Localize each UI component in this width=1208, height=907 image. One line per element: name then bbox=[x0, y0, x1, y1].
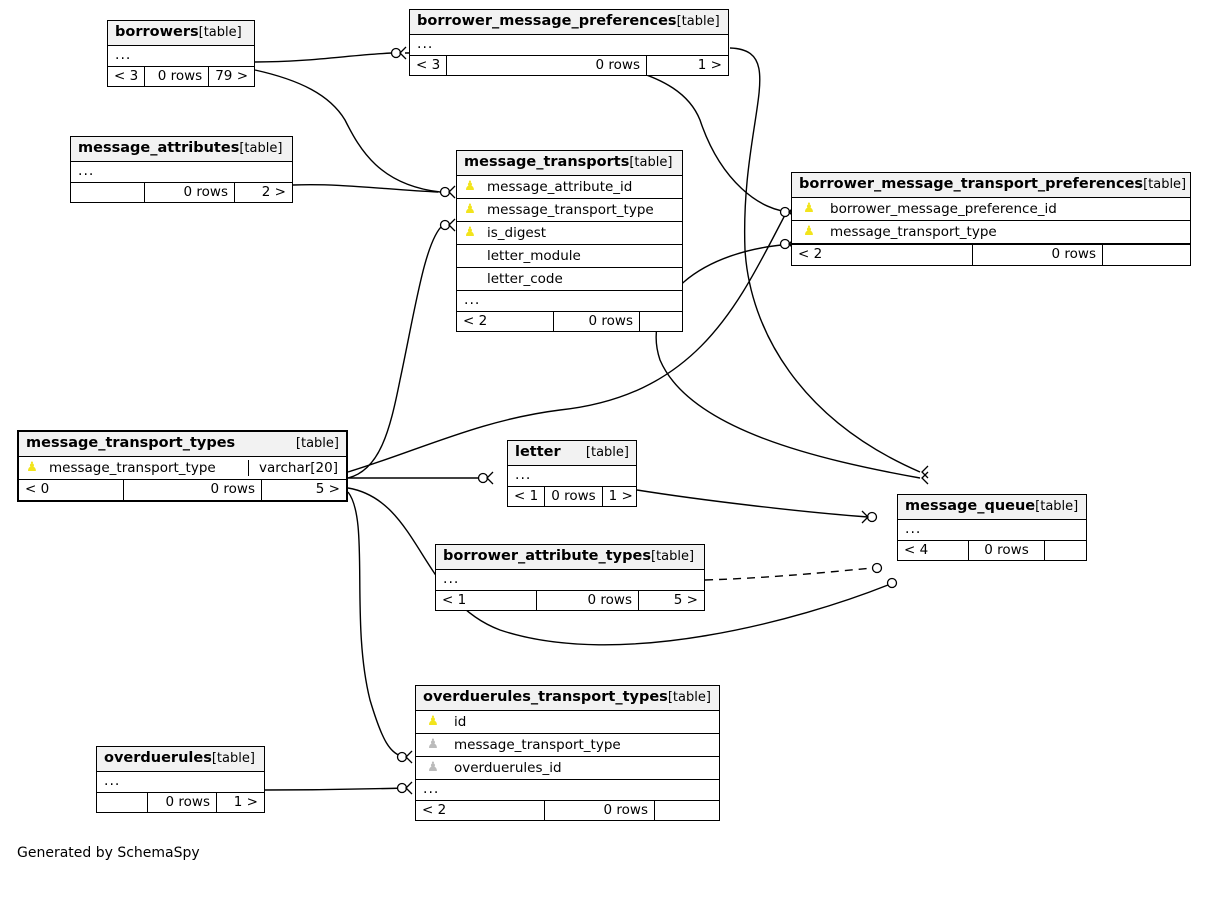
footer-rows: 0 rows bbox=[536, 591, 638, 611]
table-footer bbox=[108, 67, 254, 87]
table-footer bbox=[416, 801, 719, 821]
column-row bbox=[416, 757, 719, 780]
footer-left bbox=[71, 183, 144, 203]
table-title: borrower_message_transport_preferences[table] bbox=[792, 173, 1190, 198]
footer-left: < 3 bbox=[114, 67, 139, 84]
footer-rows: 0 rows bbox=[553, 312, 639, 332]
table-borrower-message-preferences[interactable] bbox=[409, 9, 729, 76]
column-name: id bbox=[454, 713, 467, 730]
table-title: message_attributes[table] bbox=[71, 137, 292, 162]
table-footer bbox=[457, 312, 682, 332]
footer-right bbox=[1044, 541, 1086, 561]
table-message-attributes[interactable] bbox=[70, 136, 293, 203]
footer-right: 1 > bbox=[216, 793, 264, 813]
primary-key-icon: ♟ bbox=[464, 225, 476, 241]
column-name: letter_module bbox=[487, 247, 581, 264]
table-footer bbox=[71, 183, 292, 203]
column-row bbox=[792, 221, 1190, 244]
column-name: message_transport_type bbox=[49, 459, 216, 476]
column-row bbox=[457, 222, 682, 245]
footer-left: < 1 bbox=[514, 487, 539, 504]
table-title: borrower_message_preferences[table] bbox=[410, 10, 728, 35]
foreign-key-icon: ♟ bbox=[427, 760, 439, 776]
column-type: varchar[20] bbox=[248, 460, 346, 476]
table-message-transport-types[interactable] bbox=[17, 430, 348, 502]
footer-rows: 0 rows bbox=[147, 793, 216, 813]
footer-rows: 0 rows bbox=[544, 801, 654, 821]
table-footer bbox=[792, 244, 1190, 265]
table-title: message_transport_types [table] bbox=[19, 432, 346, 457]
columns-ellipsis: ... bbox=[97, 772, 264, 793]
footer-left: < 2 bbox=[463, 312, 488, 329]
footer-left: < 2 bbox=[422, 801, 447, 818]
column-row bbox=[416, 711, 719, 734]
footer-rows: 0 rows bbox=[968, 541, 1044, 561]
columns-ellipsis: ... bbox=[436, 570, 704, 591]
footer-left: < 3 bbox=[416, 56, 441, 73]
footer-left bbox=[97, 793, 147, 813]
table-message-queue[interactable] bbox=[897, 494, 1087, 561]
footer-rows: 0 rows bbox=[144, 183, 234, 203]
table-title: message_queue[table] bbox=[898, 495, 1086, 520]
footer-right bbox=[639, 312, 682, 332]
footer-left: < 0 bbox=[25, 480, 50, 497]
table-footer bbox=[19, 480, 346, 500]
columns-ellipsis: ... bbox=[416, 780, 719, 801]
primary-key-icon: ♟ bbox=[464, 202, 476, 218]
column-row bbox=[457, 176, 682, 199]
primary-key-icon: ♟ bbox=[803, 201, 815, 217]
column-name: letter_code bbox=[487, 270, 563, 287]
column-row bbox=[457, 199, 682, 222]
footer-right: 1 > bbox=[646, 56, 728, 76]
primary-key-icon: ♟ bbox=[464, 179, 476, 195]
table-borrower-message-transport-preferences[interactable] bbox=[791, 172, 1191, 266]
table-letter[interactable] bbox=[507, 440, 637, 507]
column-name: message_attribute_id bbox=[487, 178, 633, 195]
footer-left: < 2 bbox=[798, 245, 823, 262]
table-title: message_transports[table] bbox=[457, 151, 682, 176]
column-name: overduerules_id bbox=[454, 759, 562, 776]
footer-rows: 0 rows bbox=[144, 67, 208, 87]
table-footer bbox=[898, 541, 1086, 561]
table-message-transports[interactable] bbox=[456, 150, 683, 332]
column-name: borrower_message_preference_id bbox=[830, 200, 1057, 217]
table-overduerules[interactable] bbox=[96, 746, 265, 813]
primary-key-icon: ♟ bbox=[427, 714, 439, 730]
columns-ellipsis: ... bbox=[898, 520, 1086, 541]
columns-ellipsis: ... bbox=[108, 46, 254, 67]
footer-right bbox=[654, 801, 719, 821]
footer-rows: 0 rows bbox=[972, 245, 1102, 265]
column-row bbox=[19, 457, 346, 480]
table-title: overduerules_transport_types[table] bbox=[416, 686, 719, 711]
column-name: message_transport_type bbox=[454, 736, 621, 753]
columns-ellipsis: ... bbox=[457, 291, 682, 312]
column-name: is_digest bbox=[487, 224, 547, 241]
footer-right: 79 > bbox=[208, 67, 254, 87]
columns-ellipsis: ... bbox=[71, 162, 292, 183]
column-name: message_transport_type bbox=[487, 201, 654, 218]
footer-right: 2 > bbox=[234, 183, 292, 203]
table-title: borrower_attribute_types[table] bbox=[436, 545, 704, 570]
columns-ellipsis: ... bbox=[508, 466, 636, 487]
primary-key-icon: ♟ bbox=[26, 460, 38, 476]
primary-key-icon: ♟ bbox=[803, 224, 815, 240]
footer-right: 5 > bbox=[261, 480, 346, 500]
column-row bbox=[457, 245, 682, 268]
column-name: message_transport_type bbox=[830, 223, 997, 240]
table-borrowers[interactable] bbox=[107, 20, 255, 87]
table-borrower-attribute-types[interactable] bbox=[435, 544, 705, 611]
table-title: overduerules[table] bbox=[97, 747, 264, 772]
columns-ellipsis: ... bbox=[410, 35, 728, 56]
foreign-key-icon: ♟ bbox=[427, 737, 439, 753]
table-overduerules-transport-types[interactable] bbox=[415, 685, 720, 821]
footer-right: 5 > bbox=[638, 591, 704, 611]
table-title: letter [table] bbox=[508, 441, 636, 466]
footer-right bbox=[1102, 245, 1190, 265]
footer-rows: 0 rows bbox=[123, 480, 261, 500]
footer-right: 1 > bbox=[602, 487, 639, 507]
table-title: borrowers[table] bbox=[108, 21, 254, 46]
table-footer bbox=[97, 793, 264, 813]
footer-left: < 1 bbox=[442, 591, 467, 608]
column-row bbox=[457, 268, 682, 291]
footer-rows: 0 rows bbox=[446, 56, 646, 76]
footer-rows: 0 rows bbox=[544, 487, 601, 507]
table-footer bbox=[436, 591, 704, 611]
table-footer bbox=[508, 487, 636, 507]
table-footer bbox=[410, 56, 728, 76]
column-row bbox=[792, 198, 1190, 221]
column-row bbox=[416, 734, 719, 757]
footer-left: < 4 bbox=[904, 541, 929, 558]
generated-by-caption: Generated by SchemaSpy bbox=[17, 845, 200, 861]
